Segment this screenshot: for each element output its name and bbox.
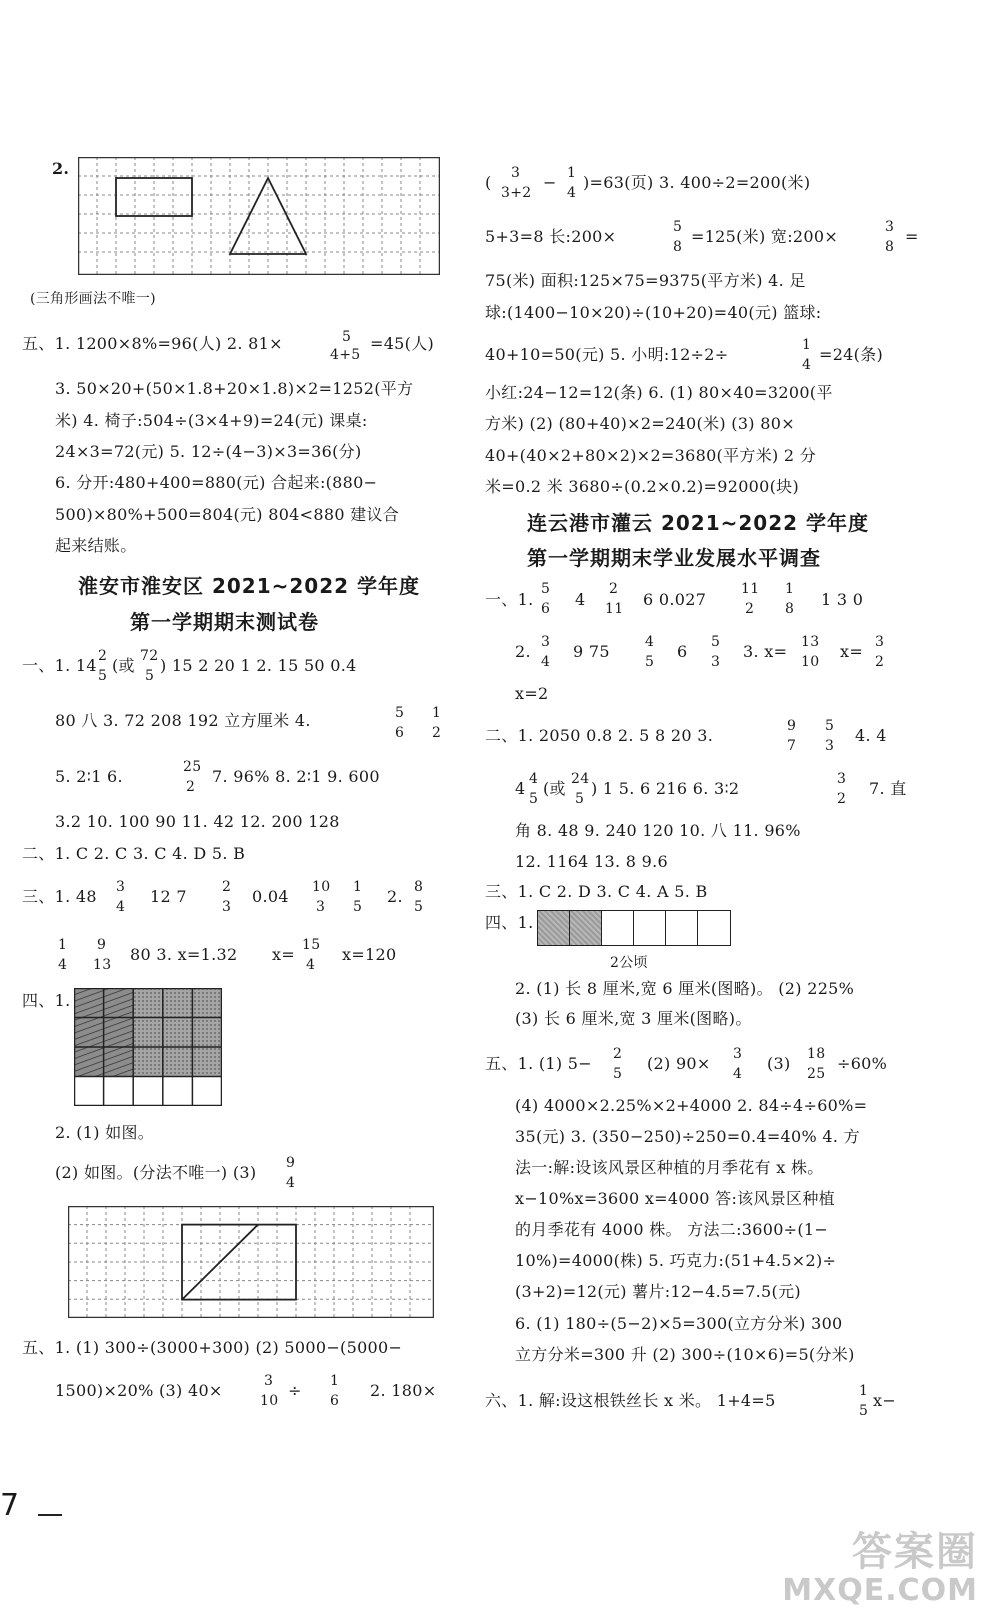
answer-text: 2. 180×: [370, 1381, 437, 1400]
answer-text: 1: [802, 337, 812, 353]
answer-text: 6: [677, 642, 688, 661]
answer-text: 5+3=8 长:200×: [485, 227, 617, 246]
answer-text: 1 3 0: [821, 590, 864, 609]
answer-text: 3. x=: [743, 642, 788, 661]
answer-text: 9: [787, 718, 797, 734]
answer-text: 6: [330, 1393, 340, 1409]
answer-text: 25: [807, 1066, 826, 1082]
answer-text: 五、1. 1200×8%=96(人) 2. 81×: [22, 334, 283, 353]
answer-text: 2: [186, 779, 196, 795]
answer-text: 1: [859, 1383, 869, 1399]
answer-text: 4: [575, 590, 586, 609]
answer-text: 8: [414, 879, 424, 895]
answer-text: 5: [645, 654, 655, 670]
answer-text: 5: [613, 1066, 623, 1082]
answer-text: (3+2)=12(元) 薯片:12−4.5=7.5(元): [515, 1282, 801, 1301]
answer-text: 五、1. (1) 5−: [485, 1054, 592, 1073]
answer-text: 3: [875, 634, 885, 650]
answer-text: 2公顷: [610, 955, 648, 971]
answer-text: =45(人): [370, 334, 435, 353]
answer-text: 立方分米=300 升 (2) 300÷(10×6)=5(分米): [515, 1345, 855, 1364]
section-heading: 第一学期期末学业发展水平调查: [527, 546, 821, 570]
answer-text: 1: [432, 705, 442, 721]
answer-text: 13: [93, 957, 112, 973]
section-heading: 淮安市淮安区 2021~2022 学年度: [78, 574, 421, 598]
answer-text: 8: [785, 601, 795, 617]
answer-text: 8: [673, 239, 683, 255]
answer-text: 35(元) 3. (350−250)÷250=0.4=40% 4. 方: [515, 1127, 860, 1146]
answer-text: 4+5: [330, 347, 361, 363]
answer-text: 米=0.2 米 3680÷(0.2×0.2)=92000(块): [485, 477, 800, 496]
answer-text: 3: [825, 738, 835, 754]
answer-text: 角 8. 48 9. 240 120 10. 八 11. 96%: [515, 821, 801, 840]
answer-text: 5: [98, 668, 108, 684]
answer-text: 5: [673, 219, 683, 235]
answer-text: 12. 1164 13. 8 9.6: [515, 852, 668, 871]
answer-text: 6: [395, 725, 405, 741]
answer-text: 3: [711, 654, 721, 670]
answer-text: 5: [529, 791, 539, 807]
answer-text: 3.2 10. 100 90 11. 42 12. 200 128: [55, 812, 340, 831]
answer-text: 3: [511, 165, 521, 181]
answer-text: 2. (1) 长 8 厘米,宽 6 厘米(图略)。 (2) 225%: [515, 979, 855, 998]
answer-text: 2: [613, 1046, 623, 1062]
section-heading: 连云港市灌云 2021~2022 学年度: [527, 511, 870, 535]
answer-text: 4: [286, 1175, 296, 1191]
answer-text: 40+10=50(元) 5. 小明:12÷2÷: [485, 345, 729, 364]
watermark-url: MXQE.COM: [782, 1573, 978, 1608]
answer-text: 六、1. 解:设这根铁丝长 x 米。 1+4=5: [485, 1391, 776, 1410]
answer-text: x−: [873, 1391, 897, 1410]
answer-text: 5: [414, 899, 424, 915]
answer-text: 5: [145, 668, 155, 684]
answer-text: 4: [529, 771, 539, 787]
answer-text: 6: [541, 601, 551, 617]
answer-text: 7: [787, 738, 797, 754]
footer-dash: [38, 1514, 62, 1516]
answer-text: 4: [515, 779, 526, 798]
answer-text: 25: [183, 759, 202, 775]
answer-text: 12 7: [150, 887, 187, 906]
answer-text: 8: [885, 239, 895, 255]
answer-text: 4: [58, 957, 68, 973]
answer-text: 3: [316, 899, 326, 915]
answer-text: 3: [116, 879, 126, 895]
answer-text: (: [485, 173, 492, 192]
answer-text: 2: [875, 654, 885, 670]
answer-text: 5: [353, 899, 363, 915]
watermark-logo: 答案圈: [852, 1529, 978, 1575]
answer-text: 1500)×20% (3) 40×: [55, 1381, 223, 1400]
answer-text: 起来结账。: [55, 536, 137, 555]
answer-text: 6. 分开:480+400=880(元) 合起来:(880−: [55, 473, 378, 492]
answer-text: ) 1 5. 6 216 6. 3∶2: [591, 779, 740, 798]
answer-text: 7. 96% 8. 2∶1 9. 600: [212, 767, 380, 786]
answer-text: (或: [543, 779, 566, 798]
answer-text: 的月季花有 4000 株。 方法二:3600÷(1−: [515, 1220, 829, 1239]
answer-text: 2.: [515, 642, 531, 661]
answer-text: 5. 2∶1 6.: [55, 767, 123, 786]
answer-text: 2: [98, 648, 108, 664]
answer-text: 一、1. 14: [22, 656, 97, 675]
watermark: [782, 1520, 978, 1608]
answer-text: 二、1. 2050 0.8 2. 5 8 20 3.: [485, 726, 714, 745]
answer-text: 2: [432, 725, 442, 741]
answer-text: 5: [825, 718, 835, 734]
answer-text: 4: [541, 654, 551, 670]
answer-text: 11: [605, 601, 624, 617]
answer-text: 7. 直: [869, 779, 907, 798]
answer-text: 3: [733, 1046, 743, 1062]
answer-text: =: [905, 227, 919, 246]
answer-text: 4: [645, 634, 655, 650]
answer-text: 球:(1400−10×20)÷(10+20)=40(元) 篮球:: [485, 303, 822, 322]
answer-text: 11: [741, 581, 760, 597]
answer-text: 3+2: [501, 185, 532, 201]
answer-text: 2.: [387, 887, 403, 906]
answer-text: 三、1. C 2. D 3. C 4. A 5. B: [485, 882, 708, 901]
answer-text: 3: [222, 899, 232, 915]
area-bar-figure: [537, 910, 731, 946]
answer-text: ÷60%: [837, 1054, 888, 1073]
answer-text: −: [543, 173, 557, 192]
answer-text: 0.04: [252, 887, 289, 906]
bar-cell: [538, 911, 570, 945]
answer-text: 法一:解:设该风景区种植的月季花有 x 株。: [515, 1158, 824, 1177]
answer-text: 一、1.: [485, 590, 534, 609]
answer-text: 24×3=72(元) 5. 12÷(4−3)×3=36(分): [55, 442, 362, 461]
answer-text: 3: [541, 634, 551, 650]
grid-rectangle-triangle-figure: [78, 157, 440, 275]
grid-rectangle-diagonal-figure: [68, 1206, 434, 1318]
answer-text: 1: [567, 165, 577, 181]
answer-text: 10: [260, 1393, 279, 1409]
answer-text: 6 0.027: [643, 590, 707, 609]
answer-text: 米) 4. 椅子:504÷(3×4+9)=24(元) 课桌:: [55, 411, 368, 430]
answer-text: 四、1.: [22, 991, 71, 1010]
answer-text: 2: [837, 791, 847, 807]
answer-text: 9: [97, 937, 107, 953]
answer-text: 四、1.: [485, 913, 534, 932]
answer-text: (三角形画法不唯一): [30, 291, 156, 307]
bar-cell: [602, 911, 634, 945]
answer-text: 18: [807, 1046, 826, 1062]
answer-text: 4: [733, 1066, 743, 1082]
answer-text: 4: [567, 185, 577, 201]
answer-text: 2: [222, 879, 232, 895]
answer-text: 三、1. 48: [22, 887, 97, 906]
answer-text: 3: [837, 771, 847, 787]
answer-text: =24(条): [819, 345, 884, 364]
answer-text: 2. (1) 如图。: [55, 1123, 155, 1142]
answer-text: 方米) (2) (80+40)×2=240(米) (3) 80×: [485, 414, 795, 433]
answer-text: (3): [767, 1054, 791, 1073]
answer-text: )=63(页) 3. 400÷2=200(米): [583, 173, 811, 192]
answer-text: 3: [264, 1373, 274, 1389]
answer-text: (4) 4000×2.25%×2+4000 2. 84÷4÷60%=: [515, 1096, 868, 1115]
answer-text: x=2: [515, 684, 549, 703]
answer-text: 5: [541, 581, 551, 597]
section-heading: 第一学期期末测试卷: [130, 610, 319, 634]
shaded-grid-figure: [74, 988, 222, 1106]
answer-text: 500)×80%+500=804(元) 804<880 建议合: [55, 505, 400, 524]
answer-text: 2: [609, 581, 619, 597]
answer-text: 80 八 3. 72 208 192 立方厘米 4.: [55, 711, 311, 730]
answer-text: (2) 如图。(分法不唯一) (3): [55, 1163, 257, 1182]
answer-text: 小红:24−12=12(条) 6. (1) 80×40=3200(平: [485, 383, 833, 402]
answer-text: 二、1. C 2. C 3. C 4. D 5. B: [22, 844, 246, 863]
answer-text: (或: [112, 656, 135, 675]
answer-text: 80 3. x=1.32: [130, 945, 238, 964]
answer-text: 5: [711, 634, 721, 650]
answer-text: 10: [312, 879, 331, 895]
answer-text: 4. 4: [855, 726, 887, 745]
answer-text: 1: [785, 581, 795, 597]
answer-text: (2) 90×: [647, 1054, 711, 1073]
answer-text: 3. 50×20+(50×1.8+20×1.8)×2=1252(平方: [55, 379, 414, 398]
answer-text: (3) 长 6 厘米,宽 3 厘米(图略)。: [515, 1009, 752, 1028]
answer-text: 9: [286, 1155, 296, 1171]
answer-text: 5: [859, 1403, 869, 1419]
answer-text: ) 15 2 20 1 2. 15 50 0.4: [160, 656, 357, 675]
answer-text: 五、1. (1) 300÷(3000+300) (2) 5000−(5000−: [22, 1338, 403, 1357]
bar-cell: [666, 911, 698, 945]
answer-text: 2.: [52, 159, 70, 178]
bar-cell: [634, 911, 666, 945]
page-number: 7: [0, 1488, 20, 1523]
answer-text: x=: [272, 945, 296, 964]
bar-cell: [698, 911, 730, 945]
answer-text: 6. (1) 180÷(5−2)×5=300(立方分米) 300: [515, 1314, 843, 1333]
answer-text: 2: [745, 601, 755, 617]
answer-text: 10%)=4000(株) 5. 巧克力:(51+4.5×2)÷: [515, 1251, 837, 1270]
answer-text: 1: [353, 879, 363, 895]
answer-text: 15: [302, 937, 321, 953]
answer-text: 40+(40×2+80×2)×2=3680(平方米) 2 分: [485, 446, 817, 465]
answer-text: 4: [802, 357, 812, 373]
answer-text: 24: [571, 771, 590, 787]
answer-text: 5: [575, 791, 585, 807]
answer-text: 9 75: [573, 642, 610, 661]
answer-text: 72: [140, 648, 159, 664]
answer-text: x−10%x=3600 x=4000 答:该风景区种植: [515, 1189, 835, 1208]
answer-text: 75(米) 面积:125×75=9375(平方米) 4. 足: [485, 271, 806, 290]
answer-text: x=120: [342, 945, 397, 964]
answer-text: x=: [840, 642, 864, 661]
answer-text: 1: [58, 937, 68, 953]
bar-cell: [570, 911, 602, 945]
answer-text: =125(米) 宽:200×: [691, 227, 839, 246]
answer-text: 13: [801, 634, 820, 650]
answer-text: 5: [342, 329, 352, 345]
answer-text: 5: [395, 705, 405, 721]
answer-text: 4: [116, 899, 126, 915]
answer-text: 4: [306, 957, 316, 973]
answer-text: 1: [330, 1373, 340, 1389]
answer-text: 3: [885, 219, 895, 235]
answer-text: 10: [801, 654, 820, 670]
answer-text: ÷: [288, 1381, 302, 1400]
